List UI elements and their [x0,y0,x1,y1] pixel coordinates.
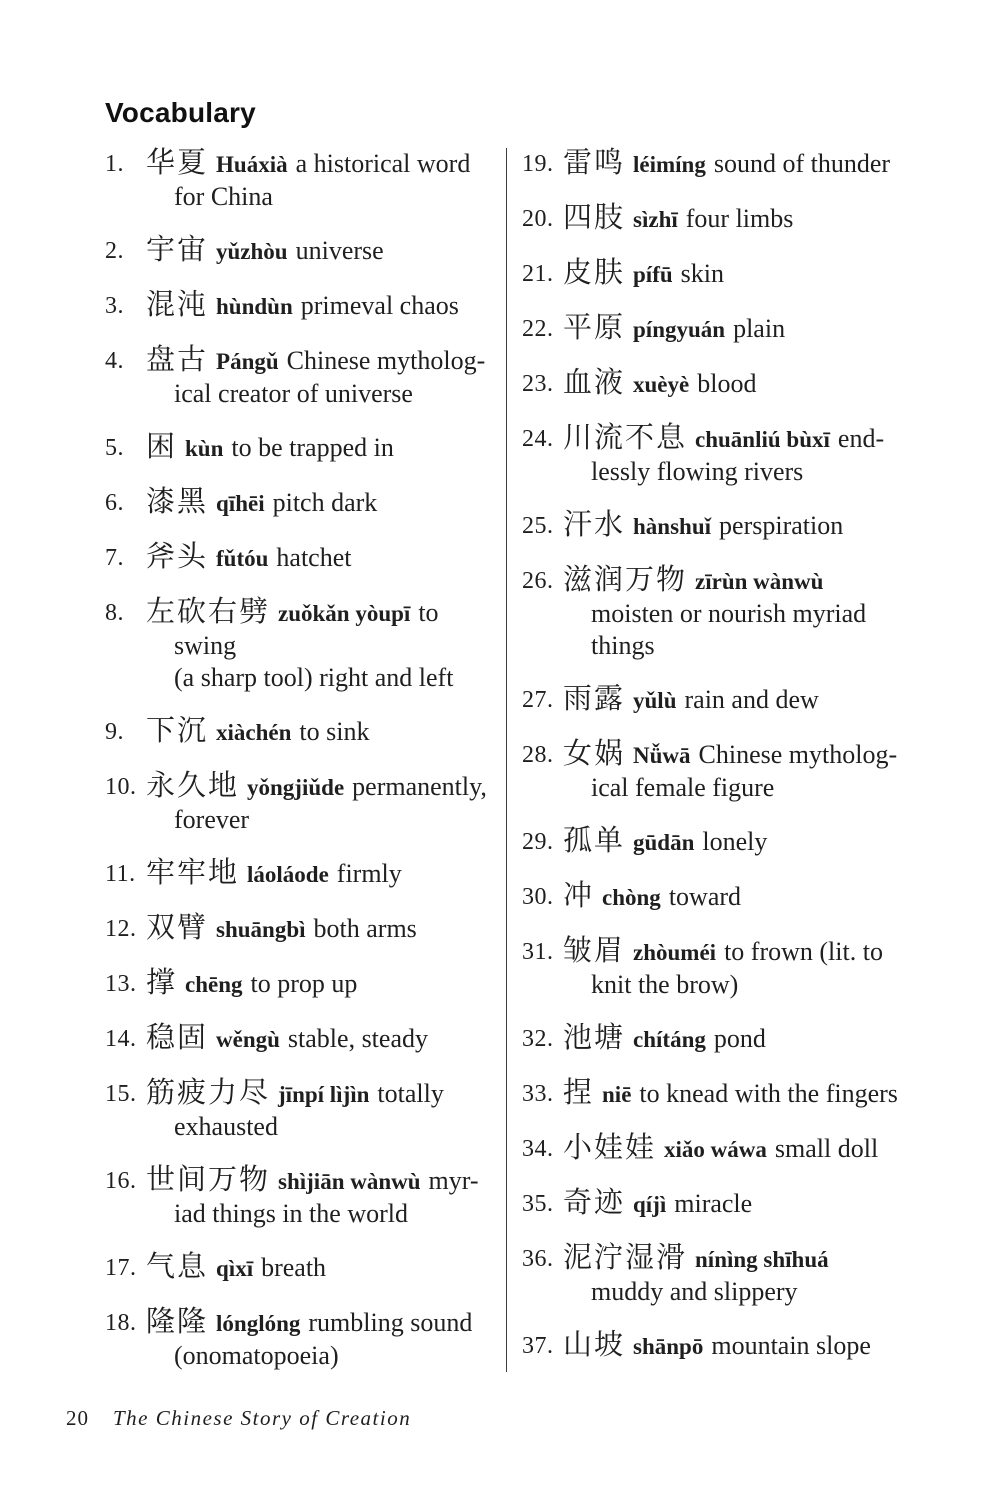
vocab-entry [105,148,505,213]
vocab-entry [105,290,505,323]
entry-pinyin: shuāngbì [216,917,306,942]
entry-number: 13. [105,971,137,997]
entry-pinyin: hùndùn [216,294,293,319]
entry-definition: to swing (a sharp tool) right and left [174,598,454,692]
entry-number: 34. [522,1136,554,1162]
entry-hanzi: 皱眉 [563,935,626,967]
entry-hanzi: 筋疲力尽 [146,1077,271,1109]
entry-number: 28. [522,742,554,768]
vocab-entry [105,968,505,1001]
entry-body [563,565,926,662]
entry-definition: blood [697,369,757,398]
entry-definition: firmly [336,859,402,888]
entry-number: 2. [105,238,124,264]
entry-pinyin: xiǎo wáwa [664,1137,767,1162]
entry-number: 18. [105,1310,137,1336]
entry-number: 14. [105,1026,137,1052]
entry-number: 12. [105,916,137,942]
entry-number: 31. [522,939,554,965]
entry-definition: to knead with the fingers [639,1079,898,1108]
entry-hanzi: 池塘 [563,1022,626,1054]
entry-definition: lonely [702,827,768,856]
entry-body [146,858,505,891]
vocab-entry [105,345,505,410]
entry-body [563,1243,926,1308]
entry-definition: hatchet [276,543,352,572]
vocab-entry [522,881,926,914]
entry-body [146,771,505,836]
entry-hanzi: 雷鸣 [563,147,626,179]
entry-pinyin: hànshuǐ [633,514,712,539]
vocab-entry [522,1188,926,1221]
entry-definition: to sink [299,717,370,746]
entry-number: 35. [522,1191,554,1217]
entry-hanzi: 混沌 [146,289,209,321]
entry-number: 27. [522,687,554,713]
vocab-entry [105,771,505,836]
entry-definition: skin [680,259,724,288]
entry-body [563,148,926,181]
entry-hanzi: 牢牢地 [146,857,240,889]
entry-hanzi: 雨露 [563,683,626,715]
entry-pinyin: qīhēi [216,491,265,516]
vocab-entry [105,913,505,946]
entry-number: 5. [105,435,124,461]
entry-pinyin: kùn [185,436,224,461]
book-title: The Chinese Story of Creation [113,1406,412,1430]
entry-hanzi: 山坡 [563,1329,626,1361]
vocab-entry [522,148,926,181]
entry-body [146,913,505,946]
entry-pinyin: gūdān [633,830,695,855]
entry-body [146,1078,505,1143]
entry-number: 23. [522,371,554,397]
entry-pinyin: chítáng [633,1027,706,1052]
page-number: 20 [66,1406,89,1430]
entry-definition: miracle [674,1189,753,1218]
entry-definition: permanently, forever [174,772,487,834]
vocab-entry [105,542,505,575]
vocab-entry [522,203,926,236]
entry-hanzi: 气息 [146,1251,209,1283]
vocab-entry [522,258,926,291]
entry-hanzi: 斧头 [146,541,209,573]
entry-pinyin: píngyuán [633,317,726,342]
vocab-entry [522,936,926,1001]
entry-pinyin: chēng [185,972,243,997]
entry-definition: pitch dark [272,488,378,517]
entry-body [563,826,926,859]
entry-body [146,290,505,323]
vocab-entry [522,1023,926,1056]
entry-hanzi: 华夏 [146,147,209,179]
entry-hanzi: 左砍右劈 [146,596,271,628]
entry-pinyin: pífū [633,262,673,287]
entry-number: 25. [522,513,554,539]
entry-hanzi: 永久地 [146,770,240,802]
vocab-entry [105,716,505,749]
entry-number: 21. [522,261,554,287]
entry-pinyin: zuǒkǎn yòupī [278,601,411,626]
entry-hanzi: 汗水 [563,509,626,541]
entry-number: 3. [105,293,124,319]
entry-definition: pond [713,1024,766,1053]
entry-body [563,510,926,543]
entry-definition: universe [295,236,384,265]
entry-body [563,368,926,401]
entry-body [563,423,926,488]
entry-body [146,1252,505,1285]
entry-definition: both arms [313,914,417,943]
entry-hanzi: 捏 [563,1077,595,1109]
vocab-entry [522,1133,926,1166]
entry-body [146,148,505,213]
entry-pinyin: chòng [602,885,661,910]
entry-number: 32. [522,1026,554,1052]
entry-hanzi: 漆黑 [146,486,209,518]
entry-body [563,936,926,1001]
entry-hanzi: 下沉 [146,715,209,747]
entry-number: 20. [522,206,554,232]
entry-number: 36. [522,1246,554,1272]
entry-body [146,716,505,749]
vocab-column-right [522,148,926,1372]
entry-definition: rain and dew [684,685,819,714]
vocab-entry [105,487,505,520]
entry-hanzi: 困 [146,431,178,463]
entry-definition: plain [733,314,786,343]
entry-hanzi: 宇宙 [146,234,209,266]
entry-definition: rumbling sound (onomatopoeia) [174,1308,473,1370]
entry-number: 8. [105,600,124,626]
vocab-entry [105,1307,505,1372]
entry-hanzi: 川流不息 [563,422,688,454]
entry-body [563,1330,926,1363]
entry-pinyin: xuèyè [633,372,690,397]
entry-body [146,542,505,575]
entry-body [146,235,505,268]
entry-hanzi: 小娃娃 [563,1132,657,1164]
vocab-entry [105,235,505,268]
entry-pinyin: jīnpí lìjìn [278,1082,370,1107]
entry-hanzi: 皮肤 [563,257,626,289]
vocab-entry [105,1023,505,1056]
entry-definition: primeval chaos [300,291,459,320]
entry-definition: to be trapped in [231,433,394,462]
vocab-entry [522,368,926,401]
entry-number: 22. [522,316,554,342]
entry-definition: Chinese mytholog- ical female figure [591,740,898,802]
entry-body [146,1023,505,1056]
entry-number: 6. [105,490,124,516]
entry-number: 1. [105,151,124,177]
entry-number: 30. [522,884,554,910]
vocab-entry [522,1078,926,1111]
entry-definition: breath [261,1253,327,1282]
entry-hanzi: 奇迹 [563,1187,626,1219]
entry-definition: end- lessly flowing rivers [591,424,885,486]
entry-body [563,881,926,914]
entry-pinyin: léimíng [633,152,706,177]
page-title: Vocabulary [105,97,256,128]
vocab-entry [105,432,505,465]
entry-pinyin: yǔlù [633,688,677,713]
entry-pinyin: qíjì [633,1192,667,1217]
entry-pinyin: qìxī [216,1256,254,1281]
entry-pinyin: Huáxià [216,152,288,177]
entry-number: 11. [105,861,136,887]
entry-hanzi: 女娲 [563,738,626,770]
vocab-entry [522,739,926,804]
entry-hanzi: 冲 [563,880,595,912]
entry-body [563,313,926,346]
entry-pinyin: niē [602,1082,632,1107]
entry-pinyin: fǔtóu [216,546,269,571]
entry-body [563,1023,926,1056]
entry-pinyin: chuānliú bùxī [695,427,830,452]
entry-hanzi: 泥泞湿滑 [563,1242,688,1274]
entry-definition: toward [668,882,742,911]
entry-hanzi: 世间万物 [146,1164,271,1196]
entry-number: 29. [522,829,554,855]
entry-pinyin: shānpō [633,1334,704,1359]
entry-pinyin: lónglóng [216,1311,301,1336]
entry-definition: small doll [774,1134,879,1163]
entry-pinyin: sìzhī [633,207,678,232]
entry-pinyin: zīrùn wànwù [695,569,824,594]
entry-number: 7. [105,545,124,571]
vocab-column-left [105,148,505,1372]
entry-pinyin: wěngù [216,1027,280,1052]
page-footer [66,1406,411,1431]
vocab-entry [105,1078,505,1143]
entry-hanzi: 隆隆 [146,1306,209,1338]
entry-number: 9. [105,719,124,745]
entry-number: 33. [522,1081,554,1107]
entry-number: 15. [105,1081,137,1107]
entry-body [563,739,926,804]
entry-body [563,203,926,236]
vocab-entry [105,1165,505,1230]
entry-body [146,968,505,1001]
entry-number: 19. [522,151,554,177]
vocab-entry [522,826,926,859]
entry-pinyin: láoláode [247,862,329,887]
entry-number: 10. [105,774,137,800]
entry-pinyin: Pángǔ [216,349,279,374]
entry-hanzi: 撑 [146,967,178,999]
entry-pinyin: nínìng shīhuá [695,1247,829,1272]
vocab-entry [522,510,926,543]
entry-hanzi: 双臂 [146,912,209,944]
entry-definition: to frown (lit. to knit the brow) [591,937,883,999]
entry-body [563,1078,926,1111]
entry-number: 4. [105,348,124,374]
entry-body [146,1165,505,1230]
vocab-entry [522,1243,926,1308]
entry-definition: muddy and slippery [591,1277,798,1306]
vocab-columns [105,148,926,1372]
entry-definition: perspiration [719,511,844,540]
entry-number: 24. [522,426,554,452]
entry-definition: myr- iad things in the world [174,1166,479,1228]
entry-pinyin: Nǚwā [633,743,691,768]
vocab-entry [105,858,505,891]
column-divider [506,148,507,1372]
entry-definition: totally exhausted [174,1079,444,1141]
entry-definition: a historical word for China [174,149,471,211]
entry-number: 26. [522,568,554,594]
vocab-entry [522,684,926,717]
entry-pinyin: yǒngjiǔde [247,775,345,800]
entry-body [563,1133,926,1166]
vocab-entry [522,1330,926,1363]
vocab-entry [522,313,926,346]
entry-body [146,597,505,694]
vocab-entry [105,1252,505,1285]
entry-body [146,432,505,465]
vocab-entry [522,565,926,662]
entry-definition: four limbs [685,204,794,233]
entry-pinyin: shìjiān wànwù [278,1169,421,1194]
entry-pinyin: zhòuméi [633,940,717,965]
entry-body [563,258,926,291]
entry-number: 37. [522,1333,554,1359]
entry-body [563,684,926,717]
entry-hanzi: 滋润万物 [563,564,688,596]
entry-definition: stable, steady [287,1024,428,1053]
entry-body [146,345,505,410]
entry-definition: sound of thunder [713,149,891,178]
vocab-entry [522,423,926,488]
entry-body [146,1307,505,1372]
entry-pinyin: xiàchén [216,720,292,745]
entry-definition: mountain slope [711,1331,871,1360]
entry-number: 16. [105,1168,137,1194]
entry-definition: to prop up [250,969,358,998]
entry-definition: moisten or nourish myriad things [591,599,867,660]
entry-pinyin: yǔzhòu [216,239,288,264]
entry-hanzi: 四肢 [563,202,626,234]
entry-hanzi: 血液 [563,367,626,399]
entry-body [563,1188,926,1221]
vocab-entry [105,597,505,694]
entry-body [146,487,505,520]
entry-number: 17. [105,1255,137,1281]
entry-hanzi: 稳固 [146,1022,209,1054]
entry-hanzi: 孤单 [563,825,626,857]
entry-hanzi: 盘古 [146,344,209,376]
entry-definition: Chinese mytholog- ical creator of universe [174,346,486,408]
entry-hanzi: 平原 [563,312,626,344]
